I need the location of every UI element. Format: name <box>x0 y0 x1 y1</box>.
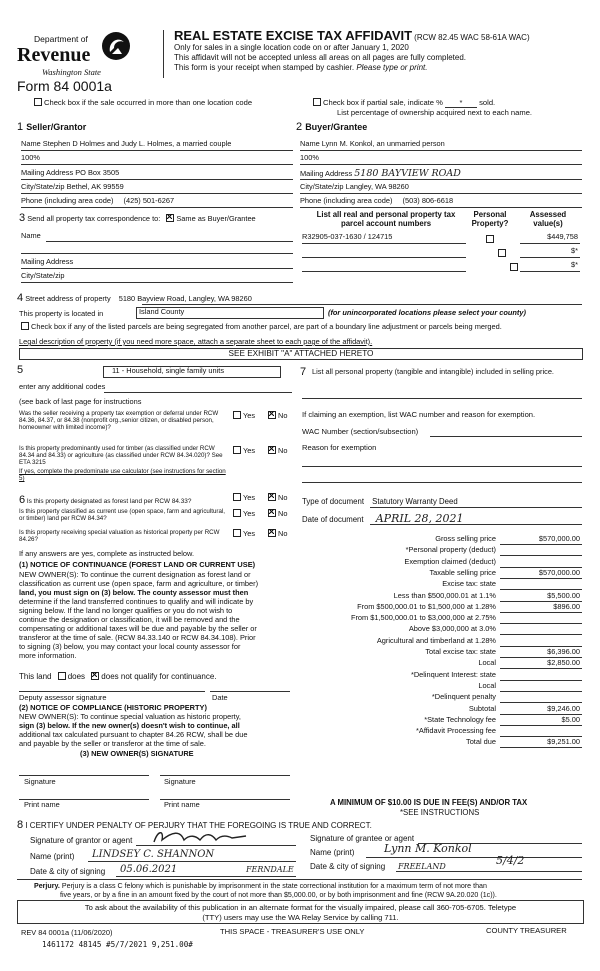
doc-type-line <box>370 507 582 508</box>
seller-city-line <box>21 193 293 194</box>
multi-location-checkbox[interactable] <box>34 98 42 106</box>
corr-extra-line[interactable] <box>21 253 293 254</box>
deputy-sig-line[interactable] <box>19 691 205 692</box>
s6-q1-row <box>19 494 231 507</box>
calc-value[interactable]: $896.00 <box>553 601 580 611</box>
s4-num: 4 <box>17 292 24 304</box>
calc-value-line <box>500 578 582 579</box>
seller-pct-line <box>21 164 293 165</box>
calc-value[interactable]: $6,396.00 <box>547 647 580 656</box>
calc-label: Total due <box>466 737 496 747</box>
s6-q1-yes-label: Yes <box>243 493 256 502</box>
seller-name-line <box>21 150 293 151</box>
personal-heading <box>470 210 510 229</box>
header-line-3-text: This form is your receipt when stamped by cashier. <box>174 63 355 72</box>
form-number: Form 84 0001a <box>17 78 112 94</box>
dept-of-label: Department of <box>34 34 88 44</box>
s5-q1: Was the seller receiving a property tax exemption or deferral under RCW 84.36, 84.37, or 84.38 (nonprofit org.,senior citizen, or disabled person, homeowner with limited income)? <box>19 410 219 432</box>
calc-label: Local <box>478 680 496 690</box>
s6-q3-no-label: No <box>278 529 288 538</box>
doc-type-row <box>302 497 458 506</box>
grantee-date[interactable]: 5/4/2 <box>496 854 525 867</box>
calc-label: *State Technology fee <box>424 714 496 724</box>
notice1-line-c: land, you must sign on (3) below. The county assessor must then <box>19 588 249 597</box>
seller-name[interactable]: Stephen D Holmes and Judy L. Holmes, a married couple <box>42 139 232 148</box>
header-line-1: Only for sales in a single location code on or after January 1, 2020 <box>174 43 409 52</box>
s6-q2-no[interactable] <box>268 509 287 519</box>
buyer-name-row <box>300 140 445 149</box>
grantee-name-label: Name (print) <box>310 848 355 857</box>
legal-description: SEE EXHIBIT "A" ATTACHED HERETO <box>228 349 374 358</box>
segregation-label: Check box if any of the listed parcels are being segregated from another parcel, are part of a boundary line adjustment or parcels being merged. <box>31 322 502 331</box>
legal-label: Legal description of property (if you need more space, attach a separate sheet to each page of the affidavit). <box>19 337 373 346</box>
calc-label: Above $3,000,000 at 3.0% <box>408 624 496 634</box>
s5-q2-yes-label: Yes <box>243 446 256 455</box>
grantor-signature[interactable] <box>150 826 270 848</box>
s6-q3-yes-label: Yes <box>243 529 256 538</box>
parcels-heading <box>304 210 468 229</box>
partial-sale-sold: sold. <box>479 98 496 107</box>
seller-phone-label: Phone (including area code) <box>21 196 114 205</box>
deputy-date-line[interactable] <box>210 691 290 692</box>
calc-label: *Affidavit Processing fee <box>416 726 496 736</box>
seller-num: 1 <box>17 121 24 133</box>
notice3-heading: (3) NEW OWNER(S) SIGNATURE <box>80 749 194 758</box>
calc-label: From $1,500,000.01 to $3,000,000 at 2.75% <box>350 613 496 623</box>
seller-addr-line <box>21 179 293 180</box>
header-line-2: This affidavit will not be accepted unless all areas on all pages are fully completed. <box>174 53 467 62</box>
notice1-line-h: transferor at the time of sale. (RCW 84.33.140 or RCW 84.34.108). Prior <box>19 633 256 642</box>
calc-value[interactable]: $570,000.00 <box>538 567 580 577</box>
cashier-stamp: 1461172 48145 #5/7/2021 9,251.00# <box>42 940 193 949</box>
s6-q1-yes[interactable] <box>233 493 255 503</box>
calc-value-line <box>500 634 582 635</box>
notice1-line-f: continue the designation or classification, it will be removed and the <box>19 615 240 624</box>
buyer-phone-line <box>300 207 582 208</box>
calc-label: From $500,000.01 to $1,500,000 at 1.28% <box>357 601 496 611</box>
state-label: Washington State <box>42 67 101 77</box>
calc-value-line <box>500 725 582 726</box>
s6-q1-no[interactable] <box>268 493 287 503</box>
parcels-h3: Personal <box>473 210 507 219</box>
deputy-sig-label: Deputy assessor signature <box>19 693 107 702</box>
partial-note: List percentage of ownership acquired next to each name. <box>337 108 533 117</box>
land-does-not-label: does not qualify for continuance. <box>101 672 217 681</box>
owner-sig-line-1[interactable] <box>19 775 149 776</box>
see-instructions-note: *SEE INSTRUCTIONS <box>400 808 480 817</box>
buyer-phone[interactable]: (503) 806-6618 <box>402 196 454 205</box>
calc-value-line <box>500 544 582 545</box>
notice2-line-d: and payable by the seller or transferor at the time of sale. <box>19 739 206 748</box>
s6-q3: Is this property receiving special valuation as historical property per RCW 84.26? <box>19 529 220 544</box>
partial-sale-checkbox[interactable] <box>313 98 321 106</box>
notice1-line-i: to signing (3) below, you may contact your local county assessor for <box>19 642 241 651</box>
form-title: REAL ESTATE EXCISE TAX AFFIDAVIT <box>174 28 413 43</box>
grantor-name[interactable]: LINDSEY C. SHANNON <box>92 849 215 860</box>
buyer-name[interactable]: Lynn M. Konkol, an unmarried person <box>321 139 445 148</box>
see-back-label: (see back of last page for instructions <box>19 397 142 406</box>
grantee-name-line <box>366 857 582 858</box>
s4-addr-label: Street address of property <box>25 294 111 303</box>
calc-label: Exemption claimed (deduct) <box>404 556 496 566</box>
parcels-h2: parcel account numbers <box>340 219 432 229</box>
additional-codes-label: enter any additional codes <box>19 382 106 391</box>
notice1-heading: (1) NOTICE OF CONTINUANCE (FOREST LAND OR CURRENT USE) <box>19 560 256 569</box>
form-rcw: (RCW 82.45 WAC 58-61A WAC) <box>414 33 530 42</box>
s6-q2-yes-label: Yes <box>243 509 256 518</box>
buyer-city-label: City/State/zip <box>300 182 344 191</box>
wac-label: WAC Number (section/subsection) <box>302 427 419 436</box>
calc-value[interactable]: $2,850.00 <box>547 658 580 668</box>
additional-codes-line[interactable] <box>104 392 292 393</box>
form-title-row <box>174 28 530 44</box>
s6-q3-yes[interactable] <box>233 529 255 539</box>
perjury-text-1: Perjury is a class C felony which is punishable by imprisonment in the state correctional institution for a maximum term of not more than <box>61 882 487 890</box>
corr-city-label: City/State/zip <box>21 271 65 280</box>
grantee-name[interactable]: Lynn M. Konkol <box>384 842 472 855</box>
reason-label: Reason for exemption <box>302 443 377 452</box>
land-does-checkbox[interactable] <box>58 672 66 680</box>
buyer-pct-line <box>300 164 582 165</box>
buyer-addr-label: Mailing Address <box>300 169 353 178</box>
reason-line-2[interactable] <box>302 482 582 483</box>
minimum-fee-note: A MINIMUM OF $10.00 IS DUE IN FEE(S) AND/OR TAX <box>330 798 528 807</box>
parcel-acct-1[interactable]: R32905-037-1630 / 124715 <box>302 232 393 241</box>
access-line-1: To ask about the availability of this publication in an alternate format for the visually impaired, please call 360-705-6705. Teletype <box>84 903 517 912</box>
s5-q1-no[interactable] <box>268 411 287 421</box>
s5-q2-yes[interactable] <box>233 446 255 456</box>
s8-num: 8 <box>17 819 24 831</box>
s5-q1-yes-label: Yes <box>243 411 256 420</box>
owner-sig-line-2[interactable] <box>160 775 290 776</box>
calc-value[interactable]: $5.00 <box>561 714 580 724</box>
buyer-name-line <box>300 150 582 151</box>
s5-q1-yes[interactable] <box>233 411 255 421</box>
same-as-buyer-checkbox[interactable] <box>166 214 174 222</box>
s5-q1-no-label: No <box>278 411 288 420</box>
perjury-line-2: five years, or by a fine in an amount fixed by the court of not more than $5,000.00, or by both imprisonment and fine (RCW 9A.20.020 (1c)). <box>60 891 497 899</box>
seller-name-row <box>21 140 231 149</box>
corr-addr-line[interactable] <box>21 268 293 269</box>
notice2-line-a: NEW OWNER(S): To continue special valuation as historic property, <box>19 712 241 721</box>
grantor-date[interactable]: 05.06.2021 <box>120 864 178 875</box>
parcels-h6: value(s) <box>533 219 563 229</box>
seller-phone-line <box>21 207 293 208</box>
corr-num: 3 <box>19 212 26 224</box>
seller-heading <box>17 121 86 134</box>
buyer-num: 2 <box>296 121 303 133</box>
doc-type[interactable]: Statutory Warranty Deed <box>372 497 458 506</box>
land-does-not-checkbox[interactable] <box>91 672 99 680</box>
access-box <box>17 900 584 924</box>
assessed-heading <box>518 210 578 229</box>
calc-label: Agricultural and timberland at 1.28% <box>376 635 496 645</box>
partial-sale-percent[interactable]: * <box>445 98 477 108</box>
s4-addr-line <box>142 304 582 305</box>
seller-name-label: Name <box>21 139 41 148</box>
header-line-3-italic: Please type or print. <box>356 63 428 72</box>
calc-value-line <box>500 612 582 613</box>
calc-label: Local <box>478 658 496 668</box>
calc-label: Less than $500,000.01 at 1.1% <box>393 590 496 600</box>
s5-q2: Is this property predominantly used for timber (as classified under RCW 84.34 and 84.33) or agriculture (as classified under RCW 84.34.020)? See ETA 3215 <box>19 445 223 467</box>
seller-city-row <box>21 183 124 192</box>
calc-label: Total excise tax: state <box>425 647 496 656</box>
seller-addr-label: Mailing Address <box>21 168 74 177</box>
grantee-city[interactable]: FREELAND <box>398 862 446 871</box>
land-use-code-select[interactable] <box>103 366 281 378</box>
notice2-heading: (2) NOTICE OF COMPLIANCE (HISTORIC PROPERTY) <box>19 703 207 712</box>
parcel-line-1 <box>302 243 466 244</box>
doc-type-label: Type of document <box>302 497 364 506</box>
buyer-city-row <box>300 183 409 192</box>
header-divider <box>163 30 164 78</box>
calc-value[interactable]: $5,500.00 <box>547 590 580 600</box>
seller-pct[interactable]: 100% <box>21 153 40 162</box>
corr-name-label: Name <box>21 231 41 240</box>
notice1-line-j: more information. <box>19 651 77 660</box>
buyer-addr-row <box>300 168 461 179</box>
calc-label: *Personal property (deduct) <box>405 545 496 555</box>
seller-phone[interactable]: (425) 501-6267 <box>123 196 175 205</box>
doc-date-line <box>370 524 582 525</box>
partial-sale-check[interactable] <box>313 98 495 108</box>
rev-number: REV 84 0001a (11/06/2020) <box>21 928 113 937</box>
land-qualify-label: This land <box>19 672 52 681</box>
s4-loc-note: (for unincorporated locations please select your county) <box>328 308 526 317</box>
s6-q3-no[interactable] <box>268 529 287 539</box>
same-as-buyer-label: Same as Buyer/Grantee <box>176 214 256 223</box>
calc-label: *Delinquent Interest: state <box>410 669 496 679</box>
buyer-city[interactable]: Langley, WA 98260 <box>345 182 409 191</box>
grantee-date-label: Date & city of signing <box>310 862 386 871</box>
parcels-h5: Assessed <box>529 210 567 219</box>
calc-value[interactable]: $9,251.00 <box>547 737 580 747</box>
calc-label: Gross selling price <box>435 534 496 543</box>
doc-date[interactable]: APRIL 28, 2021 <box>375 512 464 525</box>
grantor-sig-label: Signature of grantor or agent <box>30 836 133 845</box>
calc-value-line <box>500 623 582 624</box>
buyer-name-label: Name <box>300 139 320 148</box>
owner-print-label-2: Print name <box>164 800 200 809</box>
revenue-logo-text: Revenue <box>17 44 91 66</box>
grantor-date-line <box>116 876 296 877</box>
grantor-name-label: Name (print) <box>30 852 75 861</box>
parcel-line-3[interactable] <box>302 271 466 272</box>
buyer-pct[interactable]: 100% <box>300 153 319 162</box>
calc-value-line <box>500 668 582 669</box>
calc-label: Excise tax: state <box>442 579 496 589</box>
segregation-checkbox[interactable] <box>21 322 29 330</box>
parcel-personal-checkbox-1[interactable] <box>486 235 494 243</box>
grantor-name-line <box>88 861 296 862</box>
s7-num: 7 <box>300 366 307 378</box>
multi-location-label: Check box if the sale occurred in more than one location code <box>44 98 253 107</box>
buyer-phone-label: Phone (including area code) <box>300 196 393 205</box>
deputy-date-label: Date <box>212 693 228 702</box>
county-select-value: Island County <box>139 307 185 316</box>
calc-value[interactable]: $9,246.00 <box>547 703 580 713</box>
notice1-line-e: signing below. If the land no longer qualifies or you do not wish to <box>19 606 233 615</box>
exemption-label: If claiming an exemption, list WAC number and reason for exemption. <box>302 410 536 419</box>
s6-q2: Is this property classified as current use (open space, farm and agricultural, or timber) land per RCW 84.34? <box>19 508 226 523</box>
calc-label: Subtotal <box>468 703 496 713</box>
calc-value-line <box>500 680 582 681</box>
grantor-city[interactable]: FERNDALE <box>246 865 294 874</box>
county-treasurer-label: COUNTY TREASURER <box>486 926 567 935</box>
parcel-value-line-1 <box>520 243 580 244</box>
certify-text: I CERTIFY UNDER PENALTY OF PERJURY THAT THE FOREGOING IS TRUE AND CORRECT. <box>25 821 372 830</box>
multi-location-check[interactable] <box>34 98 252 107</box>
s6-q1-no-label: No <box>278 493 288 502</box>
s7-text: List all personal property (tangible and intangible) included in selling price. <box>312 367 554 376</box>
s4-addr[interactable]: 5180 Bayview Road, Langley, WA 98260 <box>118 294 252 303</box>
owner-print-label-1: Print name <box>24 800 60 809</box>
parcel-value-line-2 <box>520 257 580 258</box>
treasurer-space-label: THIS SPACE - TREASURER'S USE ONLY <box>220 927 365 936</box>
s6-intro: If any answers are yes, complete as instructed below. <box>19 549 194 558</box>
seller-city-label: City/State/zip <box>21 182 65 191</box>
seller-title: Seller/Grantor <box>26 122 87 132</box>
legal-description-box[interactable] <box>19 348 583 360</box>
seller-addr[interactable]: PO Box 3505 <box>75 168 120 177</box>
corr-row <box>19 212 256 225</box>
calc-value-line <box>500 747 582 748</box>
calc-value[interactable]: $570,000.00 <box>538 534 580 543</box>
wac-line[interactable] <box>430 436 582 437</box>
owner-sig-label-1: Signature <box>24 777 56 786</box>
calc-label: *Delinquent penalty <box>431 692 496 702</box>
s6-q2-yes[interactable] <box>233 509 255 519</box>
buyer-addr[interactable]: 5180 BAYVIEW ROAD <box>354 168 461 179</box>
notice1-line-g: compensating or additional taxes will be due and payable by the seller or <box>19 624 257 633</box>
calc-value-line <box>500 555 582 556</box>
buyer-title: Buyer/Grantee <box>305 122 368 132</box>
s6-q1: Is this property designated as forest land per RCW 84.33? <box>26 498 192 505</box>
notice2-line-c: additional tax calculated pursuant to chapter 84.26 RCW, shall be due <box>19 730 248 739</box>
s5-num: 5 <box>17 364 24 376</box>
calc-label: Taxable selling price <box>429 567 496 577</box>
notice1-line-d: determine if the land transferred continues to qualify and will indicate by <box>19 597 254 606</box>
s5-q2b: If yes, complete the predominate use calculator (see instructions for section 5) <box>19 468 226 483</box>
parcels-h4: Property? <box>471 219 509 229</box>
perjury-line-1 <box>34 882 487 891</box>
s7-line-1[interactable] <box>302 398 582 399</box>
calc-value-line <box>500 691 582 692</box>
buyer-addr-line <box>300 179 582 180</box>
partial-sale-label: Check box if partial sale, indicate % <box>323 98 443 107</box>
notice1-line-b: classification as current use (open space, farm and agriculture, or timber) <box>19 579 259 588</box>
s6-q2-no-label: No <box>278 509 288 518</box>
corr-city-line[interactable] <box>21 282 293 283</box>
seller-city[interactable]: Bethel, AK 99559 <box>66 182 124 191</box>
land-does-label: does <box>67 672 86 681</box>
s5-q2-no[interactable] <box>268 446 287 456</box>
parcels-h1: List all real and personal property tax <box>316 210 456 219</box>
s6-num: 6 <box>19 494 26 506</box>
buyer-heading <box>296 121 367 134</box>
doc-date-label: Date of document <box>302 515 364 524</box>
seller-addr-row <box>21 169 119 178</box>
parcel-value-3[interactable]: $* <box>571 260 578 269</box>
header-line-3 <box>174 63 427 73</box>
corr-name-line[interactable] <box>46 241 293 242</box>
s4-loc-label: This property is located in <box>19 309 104 318</box>
land-qualify-row <box>19 672 216 682</box>
parcel-value-1[interactable]: $449,758 <box>547 232 578 241</box>
seller-phone-row <box>21 197 174 206</box>
buyer-phone-row <box>300 197 453 206</box>
grantor-date-label: Date & city of signing <box>30 867 106 876</box>
revenue-logo-icon <box>100 30 132 62</box>
parcel-value-line-3 <box>520 271 580 272</box>
buyer-city-line <box>300 193 582 194</box>
notice2-line-b: sign (3) below. If the new owner(s) doesn't wish to continue, all <box>19 721 240 730</box>
parcel-line-2[interactable] <box>302 257 466 258</box>
county-select[interactable] <box>136 307 324 319</box>
s5-q2-no-label: No <box>278 446 288 455</box>
perjury-label: Perjury. <box>34 882 60 890</box>
grantee-sig-label: Signature of grantee or agent <box>310 834 415 843</box>
land-use-code-value: 11 - Household, single family units <box>112 366 225 375</box>
reason-line-1[interactable] <box>302 466 582 467</box>
parcel-value-2[interactable]: $* <box>571 246 578 255</box>
owner-sig-label-2: Signature <box>164 777 196 786</box>
corr-addr-label: Mailing Address <box>21 257 74 266</box>
corr-label: Send all property tax correspondence to: <box>27 214 161 223</box>
grantee-date-line <box>396 871 582 872</box>
segregation-check[interactable] <box>21 322 502 332</box>
parcel-personal-checkbox-2[interactable] <box>498 249 506 257</box>
access-line-2: (TTY) users may use the WA Relay Service by calling 711. <box>202 913 399 922</box>
notice1-line-a: NEW OWNER(S): To continue the current designation as forest land or <box>19 570 251 579</box>
